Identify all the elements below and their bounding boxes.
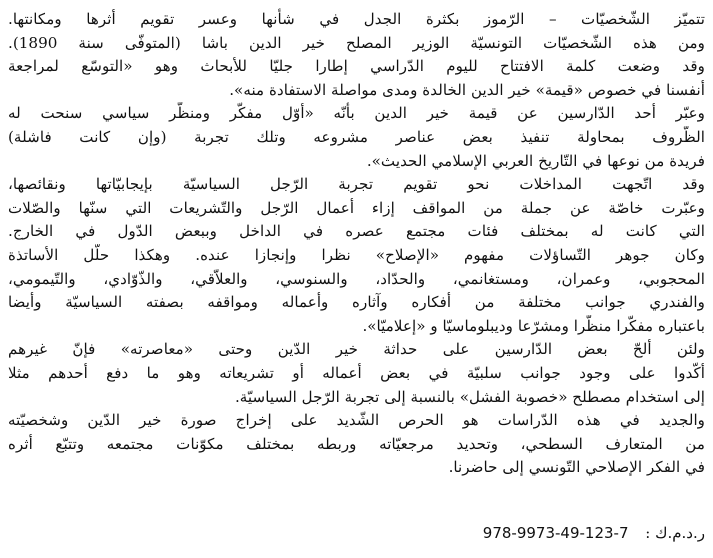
isbn-line bbox=[483, 524, 705, 542]
paragraph-4 bbox=[8, 338, 705, 409]
text-line: والفندري جوانب مختلفة من أفكاره وآثاره وأعماله ومواقفه بصفته السياسيّة وأيضا bbox=[8, 293, 705, 312]
text-line: ولئن ألحّ بعض الدّارسين على حداثة خير الدّين وحتى «معاصرته» فإنّ غيرهم bbox=[8, 340, 705, 359]
paragraph-5 bbox=[8, 409, 705, 480]
document-body bbox=[8, 8, 705, 480]
isbn-number: 978-9973-49-123-7 bbox=[482, 524, 629, 542]
text-line: وعبّرت خاصّة عن جملة من المواقف إزاء أعمال الرّجل والتّشريعات التي سنّها والصّلات bbox=[8, 198, 705, 217]
text-line: إلى استخدام مصطلح «خصوبة الفشل» بالنسبة إلى تجربة الرّجل السياسيّة. bbox=[234, 387, 705, 406]
text-line: المحجوبي، وعمران، ومستغانمي، والحدّاد، والسنوسي، والعلاّقي، والذّوّادي، والتّيمومي، bbox=[8, 269, 705, 288]
text-line: وكان جوهر التّساؤلات مفهوم «الإصلاح» نظرا وإنجازا عنده. وهكذا حلّل الأساتذة bbox=[8, 245, 705, 264]
text-line: ومن هذه الشّخصيّات التونسيّة الوزير المصلح خير الدين باشا (المتوفّى سنة 1890). bbox=[8, 33, 705, 52]
text-line: تتميّز الشّخصيّات – الرّموز بكثرة الجدل في شأنها وعسر تقويم أثرها ومكانتها. bbox=[8, 10, 705, 28]
text-line: فريدة من نوعها في التّاريخ العربي الإسلامي الحديث». bbox=[366, 151, 705, 170]
text-line: والجديد في هذه الدّراسات هو الحرص الشّديد على إخراج صورة خير الدّين وشخصيّته bbox=[8, 411, 705, 430]
text-line: التي كانت له بمختلف فئات مجتمع عصره في الداخل وببعض الدّول في الخارج. bbox=[8, 222, 705, 241]
isbn-label: ر.د.م.ك : bbox=[645, 524, 705, 542]
text-line: وقد اتّجهت المداخلات نحو تقويم تجربة الرّجل السياسيّة بإيجابيّاتها ونقائصها، bbox=[8, 175, 705, 194]
text-line: الظّروف بمحاولة تنفيذ بعض عناصر مشروعه وتلك تجربة (وإن كانت فاشلة) bbox=[8, 127, 705, 146]
text-line: في الفكر الإصلاحي التّونسي إلى حاضرنا. bbox=[448, 458, 705, 477]
text-line: من المتعارف السطحي، وتحديد مرجعيّاته وربطه بمختلف مكوّنات مجتمعه وتتبّع أثره bbox=[8, 434, 705, 453]
text-line: وعبّر أحد الدّارسين عن قيمة خير الدين بأنّه «أوّل مفكّر ومنظّر سياسي سنحت له bbox=[8, 104, 705, 123]
paragraph-3 bbox=[8, 173, 705, 338]
paragraph-1 bbox=[8, 8, 705, 102]
text-line: باعتباره مفكّرا منظّرا ومشرّعا وديبلوماسيّا و «إعلاميّا». bbox=[362, 316, 705, 335]
paragraph-2 bbox=[8, 102, 705, 173]
text-line: أكّدوا على وجود جوانب سلبيّة في بعض أعماله أو تشريعاته وهو ما دفع أحدهم مثلا bbox=[8, 363, 705, 382]
text-line: وقد وضعت كلمة الافتتاح لليوم الدّراسي إطارا جليّا للأبحاث وهو «التوسّع لمراجعة bbox=[8, 57, 705, 76]
text-line: أنفسنا في خصوص «قيمة» خير الدين الخالدة ومدى مواصلة الاستفادة منه». bbox=[229, 80, 705, 99]
